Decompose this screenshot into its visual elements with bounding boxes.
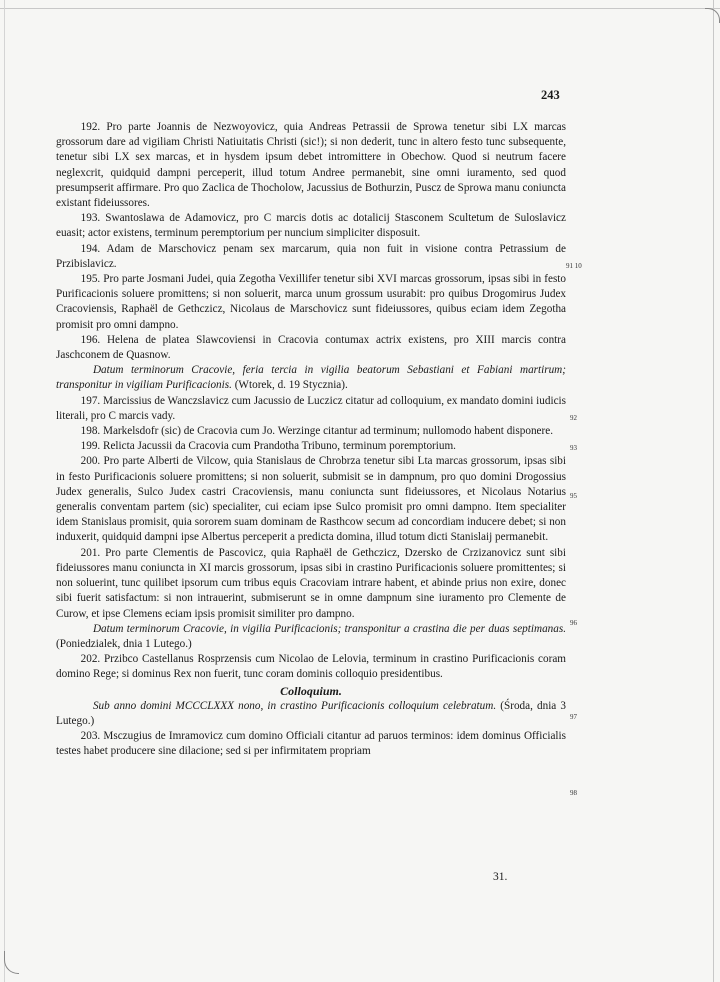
signature-number: 31. xyxy=(493,871,508,883)
section-title-colloquium: Colloquium. xyxy=(280,683,342,698)
date-note-italic: Sub anno domini MCCCLXXX nono, in crastino Purificacionis colloquium celebratum. xyxy=(92,699,497,712)
entry-195: 195. Pro parte Josmani Judei, quia Zegotha Vexillifer tenetur sibi XVI marcas grossorum, ipsas sibi in festo Purificacionis soluere promittens; si non soluerit, marca unum grossum usurabit: pro quibus Drogomirus Judex Cracoviensis, Raphaël de Gethczicz, Nicolaus de Marschovicz sunt fideiussores, quibus eciam idem Zegotha promisit pro omni dampno. xyxy=(56,273,566,331)
entry-192: 192. Pro parte Joannis de Nezwoyovicz, quia Andreas Petrassii de Sprowa tenetur sibi LX marcas grossorum dare ad vigiliam Christi Natiuitatis Christi (sic!); si non dederit, tunc in altero festo tunc subsequente, tenetur sibi LX sex marcas, et in hysdem ipsum debet intromittere in Obechow. Quod si neutrum facere neglexcrit, quidquid dampni perceperit, illud totum Andree permanebit, sine omni iuramento, sed quod presumpserit affirmare. Pro quo Zaclica de Thocholow, Jacussius de Bothurzin, Puscz de Sprowa manu coniuncta existant fideiussores. xyxy=(56,121,566,210)
margin-note: 97 xyxy=(570,713,577,721)
entry-203: 203. Msczugius de Imramovicz cum domino Officiali citantur ad paruos terminos: idem dominus Officialis testes habet producere sine dilacione; sed si per infirmitatem propriam xyxy=(56,730,566,758)
date-note-plain: (Środa, dnia 3 Lutego.) xyxy=(56,699,566,727)
date-note-plain: (Wtorek, d. 19 Stycznia). xyxy=(231,379,348,392)
entry-201: 201. Pro parte Clementis de Pascovicz, quia Raphaël de Gethczicz, Dzersko de Crzizanovicz sunt sibi fideiussores manu coniuncta in XI marcis grossorum, ipsas sibi in crastino Purificacionis soluere promittentes; si non soluerint, tunc quilibet ipsorum cum tribus equis Cracoviam intrare habent, et abinde prius non exire, donec sibi fuerit satisfactum: si non intrauerint, submiserunt se in omne dampnum sine iuramento pro Clemente de Curow, et ipse Clemens eciam ipsis promisit similiter pro dampno. xyxy=(56,546,566,620)
margin-note: 98 xyxy=(570,789,577,797)
page-edge-left xyxy=(4,0,5,982)
page-number: 243 xyxy=(541,88,560,102)
entry-198: 198. Markelsdofr (sic) de Cracovia cum Jo. Werzinge citantur ad terminum; nullomodo habent disponere. xyxy=(80,425,553,438)
entry-193: 193. Swantoslawa de Adamovicz, pro C marcis dotis ac dotalicij Stasconem Scultetum de Suloslavicz euasit; actor existens, terminum peremptorium per nuncium simpliciter disposuit. xyxy=(56,212,566,240)
page-edge-top xyxy=(0,8,720,9)
entry-196: 196. Helena de platea Slawcoviensi in Cracovia contumax actrix existens, pro XIII marcis contra Jaschconem de Quasnow. xyxy=(56,333,566,362)
margin-note: 92 xyxy=(570,414,577,422)
entry-194: 194. Adam de Marschovicz penam sex marcarum, quia non fuit in visione contra Petrassium de Przibislavicz. xyxy=(56,242,566,270)
date-note-201 xyxy=(56,622,566,652)
margin-note: 96 xyxy=(570,619,577,627)
date-note-196 xyxy=(56,363,566,393)
date-note-italic: Datum terminorum Cracovie, feria tercia in vigilia beatorum Sebastiani et Fabiani martirum; transponitur in vigiliam Purificacionis. xyxy=(56,364,566,392)
page-curl-bottom-left xyxy=(4,951,19,974)
entry-199: 199. Relicta Jacussii da Cracovia cum Prandotha Tribuno, terminum poremptorium. xyxy=(80,440,456,453)
margin-note: 93 xyxy=(570,444,577,452)
date-note-italic: Datum terminorum Cracovie, in vigilia Purificacionis; transponitur a crastina die per duas septimanas. xyxy=(92,622,566,635)
margin-note: 95 xyxy=(570,492,577,500)
entry-197: 197. Marcissius de Wanczslavicz cum Jacussio de Luczicz citatur ad colloquium, ex mandato domini iudicis literali, pro C marcis vady. xyxy=(56,394,566,422)
document-body xyxy=(56,120,566,760)
page-curl-top-right xyxy=(705,8,720,23)
date-note-plain: (Poniedzialek, dnia 1 Lutego.) xyxy=(56,637,192,650)
page-edge-right xyxy=(713,0,714,982)
entry-202: 202. Przibco Castellanus Rosprzensis cum Nicolao de Lelovia, terminum in crastino Purificacionis coram domino Rege; si dominus Rex non fuerit, tunc coram dominis colloquio presidentibus. xyxy=(56,653,566,681)
entry-200: 200. Pro parte Alberti de Vilcow, quia Stanislaus de Chrobrza tenetur sibi Lta marcas grossorum, ipsas sibi in festo Purificacionis soluere promittens; si non soluerit, submisit se in dampnum, pro quo domini Drogossius Judex generalis, Sulco Judex castri Cracoviensis, manu coniuncta sunt fideiussores, et Nicolaus Notarius generalis conventam partem (sic) specialiter, cui eciam ipse Sulco promisit pro omni dampno. Item specialiter idem Stanislaus promisit, quia sororem suam dominam de Rasthcow secum ad concordiam inducere debet; si non induxerit, quidquid dampni ipse Albertus perceperit a predicta domina, illud totum dicti Stanislaij permanebit. xyxy=(56,455,566,544)
margin-note: 91 10 xyxy=(566,262,582,270)
colloquium-date-note xyxy=(56,699,566,729)
